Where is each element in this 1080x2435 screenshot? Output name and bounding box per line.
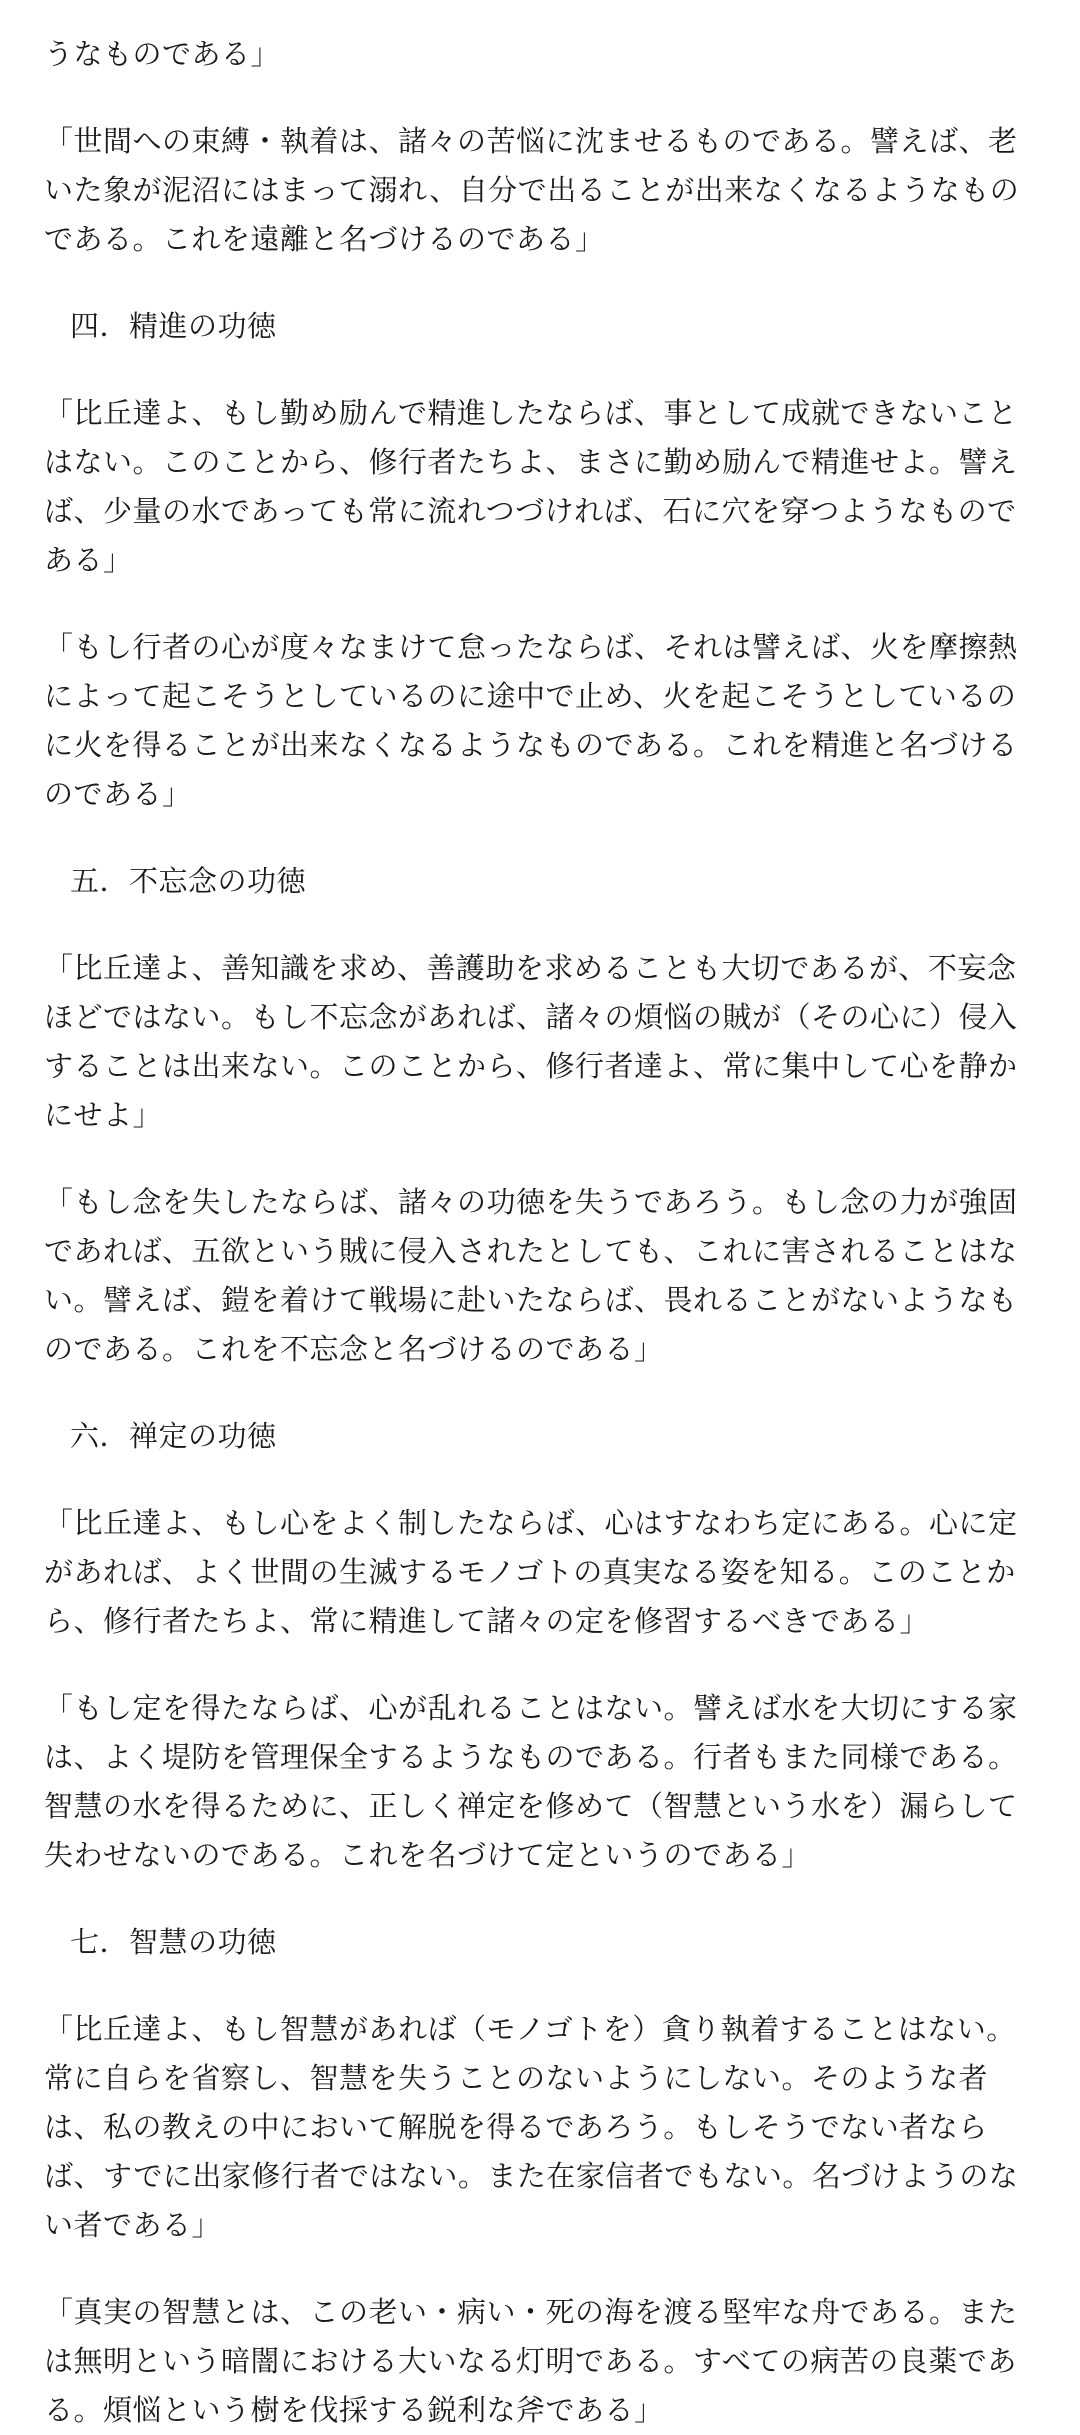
section-heading-diligence: 四．精進の功徳 bbox=[70, 309, 277, 343]
section-heading-mindfulness: 五．不忘念の功徳 bbox=[70, 864, 307, 898]
paragraph-detachment: 「世間への束縛・執着は、諸々の苦悩に沈ませるものである。譬えば、老いた象が泥沼にはまって溺れ、自分で出ることが出来なくなるようなものである。これを遠離と名づけるのである」 bbox=[44, 124, 1020, 256]
paragraph-diligence-2: 「もし行者の心が度々なまけて怠ったならば、それは譬えば、火を摩擦熱によって起こそうとしているのに途中で止め、火を起こそうとしているのに火を得ることが出来なくなるようなものである。これを精進と名づけるのである」 bbox=[44, 630, 1018, 811]
section-heading-wisdom: 七．智慧の功徳 bbox=[70, 1925, 277, 1959]
paragraph-mindfulness-1: 「比丘達よ、善知識を求め、善護助を求めることも大切であるが、不妄念ほどではない。もし不忘念があれば、諸々の煩悩の賊が（その心に）侵入することは出来ない。このことから、修行者達よ、常に集中して心を静かにせよ」 bbox=[44, 951, 1018, 1132]
paragraph-mindfulness-2: 「もし念を失したならば、諸々の功徳を失うであろう。もし念の力が強固であれば、五欲という賊に侵入されたとしても、これに害されることはない。譬えば、鎧を着けて戦場に赴いたならば、畏れることがないようなものである。これを不忘念と名づけるのである」 bbox=[44, 1185, 1018, 1366]
paragraph-diligence-1: 「比丘達よ、もし勤め励んで精進したならば、事として成就できないことはない。このことから、修行者たちよ、まさに勤め励んで精進せよ。譬えば、少量の水であっても常に流れつづければ、石に穴を穿つようなものである」 bbox=[44, 396, 1018, 577]
paragraph-meditation-1: 「比丘達よ、もし心をよく制したならば、心はすなわち定にある。心に定があれば、よく世間の生滅するモノゴトの真実なる姿を知る。このことから、修行者たちよ、常に精進して諸々の定を修習するべきである」 bbox=[44, 1506, 1018, 1638]
paragraph-meditation-2: 「もし定を得たならば、心が乱れることはない。譬えば水を大切にする家は、よく堤防を管理保全するようなものである。行者もまた同様である。智慧の水を得るために、正しく禅定を修めて（智慧という水を）漏らして失わせないのである。これを名づけて定というのである」 bbox=[44, 1691, 1018, 1872]
paragraph-wisdom-1: 「比丘達よ、もし智慧があれば（モノゴトを）貪り執着することはない。常に自らを省察し、智慧を失うことのないようにしない。そのような者は、私の教えの中において解脱を得るであろう。もしそうでない者ならば、すでに出家修行者ではない。また在家信者でもない。名づけようのない者である」 bbox=[44, 2012, 1019, 2242]
section-heading-meditation: 六．禅定の功徳 bbox=[70, 1419, 277, 1453]
continued-text-fragment: うなものである」 bbox=[44, 37, 281, 71]
paragraph-wisdom-2: 「真実の智慧とは、この老い・病い・死の海を渡る堅牢な舟である。または無明という暗闇における大いなる灯明である。すべての病苦の良薬である。煩悩という樹を伐採する鋭利な斧である」 bbox=[44, 2295, 1018, 2427]
